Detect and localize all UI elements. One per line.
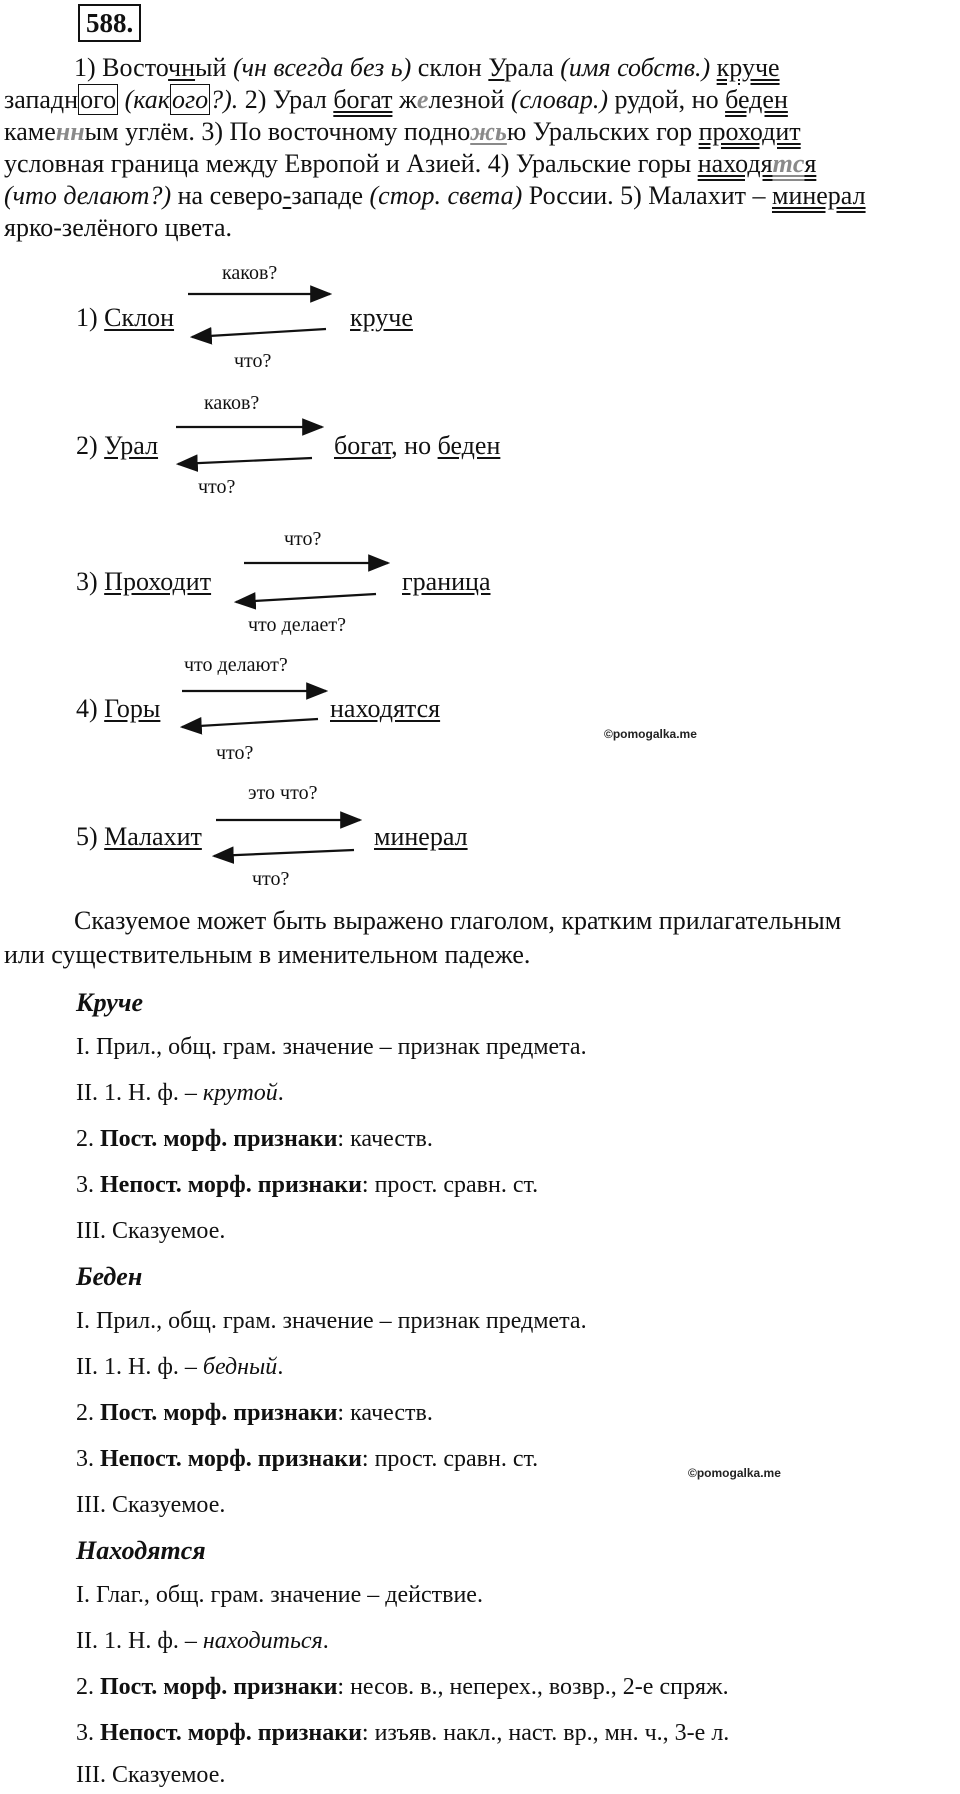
scheme-5-top-question: это что? xyxy=(248,782,318,804)
scheme-4-subject-row: 4) Горы xyxy=(76,694,161,723)
watermark-2: ©pomogalka.me xyxy=(688,1466,781,1480)
analysis-2-title: Беден xyxy=(76,1262,143,1291)
scheme-4-bottom-question: что? xyxy=(216,742,254,764)
scheme-1-subject-row: 1) Склон xyxy=(76,303,175,332)
analysis-1-line-4: 3. Непост. морф. признаки: прост. сравн. ст. xyxy=(76,1172,539,1198)
scheme-4-predicate: находятся xyxy=(330,694,441,723)
analysis-3-line-2: II. 1. Н. ф. – находиться. xyxy=(76,1628,329,1654)
watermark: ©pomogalka.me xyxy=(604,727,697,741)
analysis-2-line-2: II. 1. Н. ф. – бедный. xyxy=(76,1354,284,1380)
scheme-2-top-question: каков? xyxy=(204,392,260,414)
text-line-3: каменным углём. 3) По восточному подножью Уральских гор проходит xyxy=(4,117,801,146)
analysis-1-line-3: 2. Пост. морф. признаки: качеств. xyxy=(76,1126,433,1152)
analysis-3-line-4: 3. Непост. морф. признаки: изъяв. накл., наст. вр., мн. ч., 3-е л. xyxy=(76,1720,730,1746)
scheme-2-subject-row: 2) Урал xyxy=(76,431,159,460)
scheme-5-bottom-question: что? xyxy=(252,868,290,890)
scheme-1-top-question: каков? xyxy=(222,262,278,284)
scheme-5-subject-row: 5) Малахит xyxy=(76,822,202,851)
scheme-5-predicate: минерал xyxy=(374,822,468,851)
scheme-3-subject-row: 3) Проходит xyxy=(76,567,212,596)
analysis-3-line-3: 2. Пост. морф. признаки: несов. в., неперех., возвр., 2-е спряж. xyxy=(76,1674,729,1700)
text-line-4: условная граница между Европой и Азией. 4) Уральские горы находятся xyxy=(4,149,817,178)
scheme-1-bottom-question: что? xyxy=(234,350,272,372)
summary-line-1: Сказуемое может быть выражено глаголом, кратким прилагательным xyxy=(74,906,842,935)
analysis-1-line-1: I. Прил., общ. грам. значение – признак предмета. xyxy=(76,1034,587,1060)
summary-line-2: или существительным в именительном падеже. xyxy=(4,940,531,969)
analysis-1-line-2: II. 1. Н. ф. – крутой. xyxy=(76,1080,284,1106)
analysis-2-line-3: 2. Пост. морф. признаки: качеств. xyxy=(76,1400,433,1426)
analysis-3-line-1: I. Глаг., общ. грам. значение – действие. xyxy=(76,1582,483,1608)
text-line-1: 1) Восточный (чн всегда без ь) склон Урала (имя собств.) круче xyxy=(74,53,780,82)
arrow-left-1 xyxy=(192,329,326,337)
arrow-left-5 xyxy=(214,850,354,856)
analysis-1-title: Круче xyxy=(76,988,144,1017)
scheme-2-predicate-row: богат, но беден xyxy=(334,431,501,460)
text-line-2: западного (какого?). 2) Урал богат железной (словар.) рудой, но беден xyxy=(4,85,788,114)
scheme-1-predicate: круче xyxy=(350,303,413,332)
scheme-4-top-question: что делают? xyxy=(184,654,288,676)
arrow-left-3 xyxy=(236,594,376,602)
scheme-3-bottom-question: что делает? xyxy=(248,614,346,636)
text-line-6: ярко-зелёного цвета. xyxy=(4,213,232,242)
analysis-3-title: Находятся xyxy=(76,1536,206,1565)
analysis-1-line-5: III. Сказуемое. xyxy=(76,1218,226,1244)
scheme-3-predicate: граница xyxy=(402,567,491,596)
exercise-number: 588. xyxy=(78,4,141,42)
analysis-2-line-4: 3. Непост. морф. признаки: прост. сравн. ст. xyxy=(76,1446,539,1472)
analysis-3-line-5: III. Сказуемое. xyxy=(76,1762,226,1788)
arrow-left-4 xyxy=(182,719,318,727)
scheme-2-bottom-question: что? xyxy=(198,476,236,498)
text-line-5: (что делают?) на северо-западе (стор. света) России. 5) Малахит – минерал xyxy=(4,181,866,210)
analysis-2-line-5: III. Сказуемое. xyxy=(76,1492,226,1518)
arrow-left-2 xyxy=(178,458,312,464)
scheme-3-top-question: что? xyxy=(284,528,322,550)
analysis-2-line-1: I. Прил., общ. грам. значение – признак предмета. xyxy=(76,1308,587,1334)
